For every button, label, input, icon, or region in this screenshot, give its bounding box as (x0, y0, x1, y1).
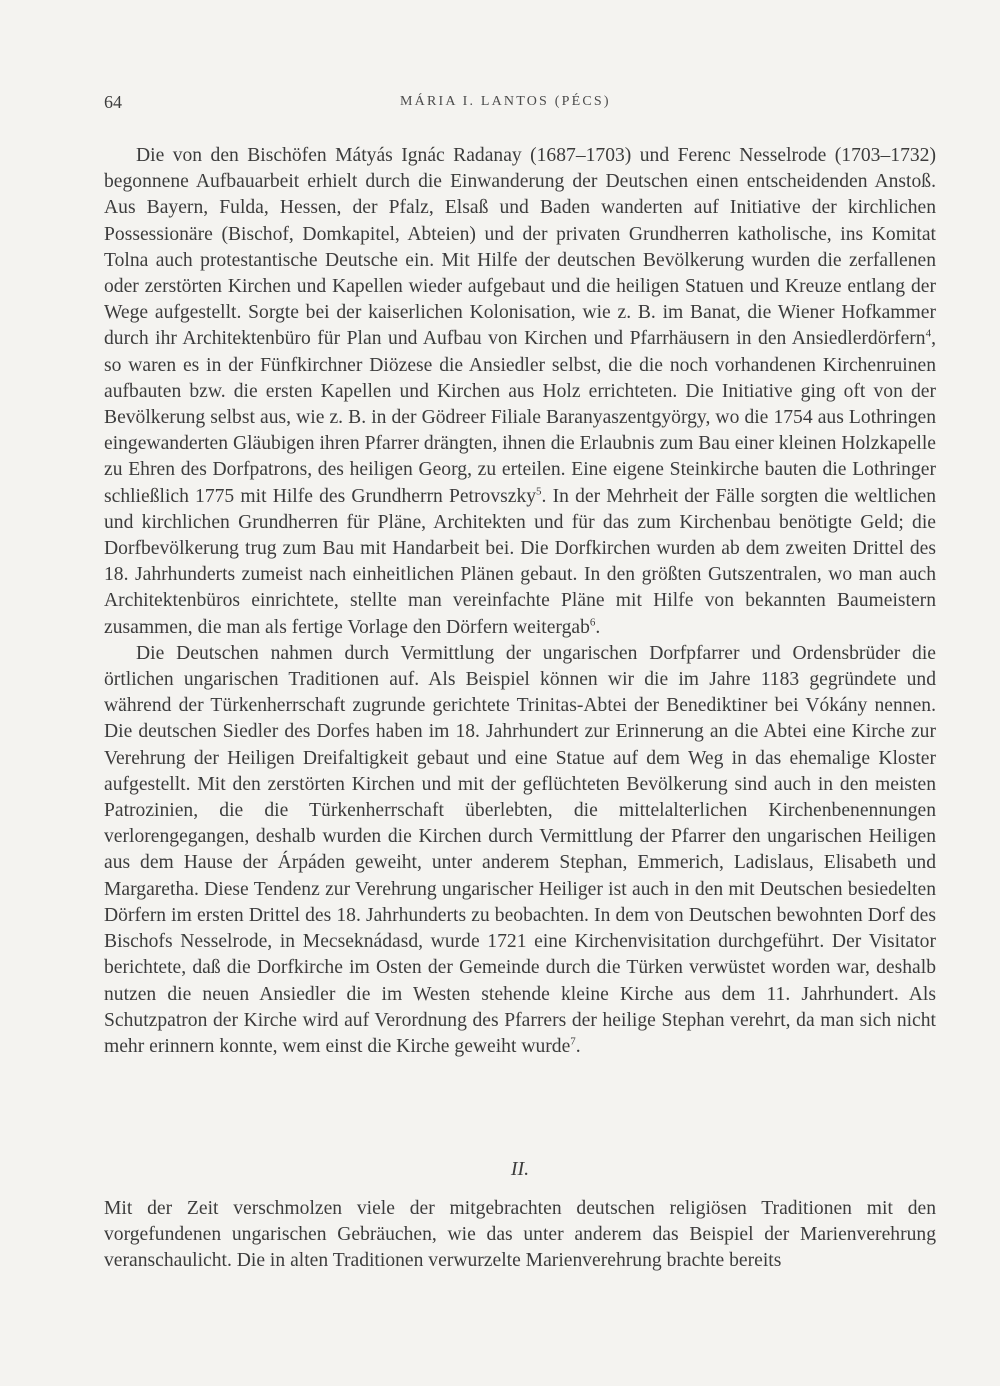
paragraph-text: Die Deutschen nahmen durch Vermittlung der ungarischen Dorfpfarrer und Ordensbrüder die örtlichen ungarischen Traditionen auf. Als Beispiel können wir die im Jahre 1183 gegründete und während der Türkenherrschaft zugrunde gerichtete Trinitas-Abtei der Benediktiner bei Vókány nennen. Die deutschen Siedler des Dorfes haben im 18. Jahrhundert zur Erinnerung an die Abtei eine Kirche zur Verehrung der Heiligen Dreifaltigkeit gebaut und eine Statue auf dem Weg in das ehemalige Kloster aufgestellt. Mit den zerstörten Kirchen und mit der geflüchteten Bevölkerung sind auch in den meisten Patrozinien, die die Türkenherrschaft überlebten, die mittelalterlichen Kirchenbenennungen verlorengegangen, deshalb wurden die Kirchen durch Vermittlung der Pfarrer den ungarischen Heiligen aus dem Hause der Árpáden geweiht, unter anderem Stephan, Emmerich, Ladislaus, Elisabeth und Margaretha. Diese Tendenz zur Verehrung ungarischer Heiliger ist auch in den mit Deutschen besiedelten Dörfern im ersten Drittel des 18. Jahrhunderts zu beobachten. In dem von Deutschen bewohnten Dorf des Bischofs Nesselrode, in Mecseknádasd, wurde 1721 eine Kirchenvisitation durchgeführt. Der Visitator berichtete, daß die Dorfkirche im Osten der Gemeinde durch die Türken verwüstet worden war, deshalb nutzen die neuen Ansiedler die im Westen stehende kleine Kirche aus dem 11. Jahrhundert. Als Schutzpatron der Kirche wird auf Verordnung des Pfarrers der heilige Stephan verehrt, da man sich nicht mehr erinnern konnte, wem einst die Kirche geweiht wurde (104, 642, 936, 1057)
paragraph-text: . (575, 1035, 581, 1057)
running-head (104, 92, 936, 116)
footnote-marker[interactable]: 4 (925, 327, 932, 340)
body-text-section-2 (104, 1196, 936, 1275)
paragraph-text: . In der Mehrheit der Fälle sorgten die weltlichen und kirchlichen Grundherren für Pläne, Architekten und für das zum Kirchenbau benötigte Geld; die Dorfbevölkerung trug zum Bau mit Handarbeit bei. Die Dorfkirchen wurden ab dem zweiten Drittel des 18. Jahrhunderts zumeist nach einheitlichen Plänen gebaut. In den größten Gutszentralen, wo man auch Architektenbüros einrichtete, stellte man vereinfachte Pläne mit Hilfe von bekannten Baumeistern zusammen, die man als fertige Vorlage den Dörfern weitergab (104, 485, 936, 638)
paragraph-text: Die von den Bischöfen Mátyás Ignác Radanay (1687–1703) und Ferenc Nesselrode (1703–1732) begonnene Aufbauarbeit erhielt durch die Einwanderung der Deutschen einen entscheidenden Anstoß. Aus Bayern, Fulda, Hessen, der Pfalz, Elsaß und Baden wanderten auf Initiative der kirchlichen Possessionäre (Bischof, Domkapitel, Abteien) und der privaten Grundherren katholische, ins Komitat Tolna auch protestantische Deutsche ein. Mit Hilfe der deutschen Bevölkerung wurden die zerfallenen oder zerstörten Kirchen und Kapellen wieder aufgebaut und die heiligen Statuen und Kreuze entlang der Wege aufgestellt. Sorgte bei der kaiserlichen Kolonisation, wie z. B. im Banat, die Wiener Hofkammer durch ihr Architektenbüro für Plan und Aufbau von Kirchen und Pfarrhäusern in den Ansiedlerdörfern (104, 145, 936, 350)
paragraph-text: . (595, 616, 601, 638)
paragraph-text: , so waren es in der Fünfkirchner Diözese die Ansiedler selbst, die die noch vorhandenen Kirchenruinen aufbauten bzw. die ersten Kapellen und Kirchen aus Holz errichteten. Die Initiative ging oft von der Bevölkerung selbst aus, wie z. B. in der Gödreer Filiale Baranyaszentgyörgy, wo die 1754 aus Lothringen eingewanderten Gläubigen ihren Pfarrer drängten, ihnen die Erlaubnis zum Bau einer kleinen Holzkapelle zu Ehren des Dorfpatrons, des heiligen Georg, zu erteilen. Eine eigene Steinkirche bauten die Lothringer schließlich 1775 mit Hilfe des Grundherrn Petrovszky (104, 328, 936, 507)
paragraph: Mit der Zeit verschmolzen viele der mitgebrachten deutschen religiösen Traditionen mit den vorgefundenen ungarischen Gebräuchen, wie das unter anderem das Beispiel der Marienverehrung veranschaulicht. Die in alten Traditionen verwurzelte Marienverehrung brachte bereits (104, 1198, 936, 1272)
page-number: 64 (104, 92, 122, 112)
footnote-marker[interactable]: 7 (570, 1035, 576, 1048)
section-heading: II. (510, 1158, 530, 1180)
paragraph (104, 641, 936, 1060)
paragraph (104, 143, 936, 641)
footnote-marker[interactable]: 5 (536, 485, 542, 498)
footnote-marker[interactable]: 6 (589, 616, 596, 629)
running-title: MÁRIA I. LANTOS (PÉCS) (400, 94, 611, 109)
body-text-section-1 (104, 143, 936, 1060)
